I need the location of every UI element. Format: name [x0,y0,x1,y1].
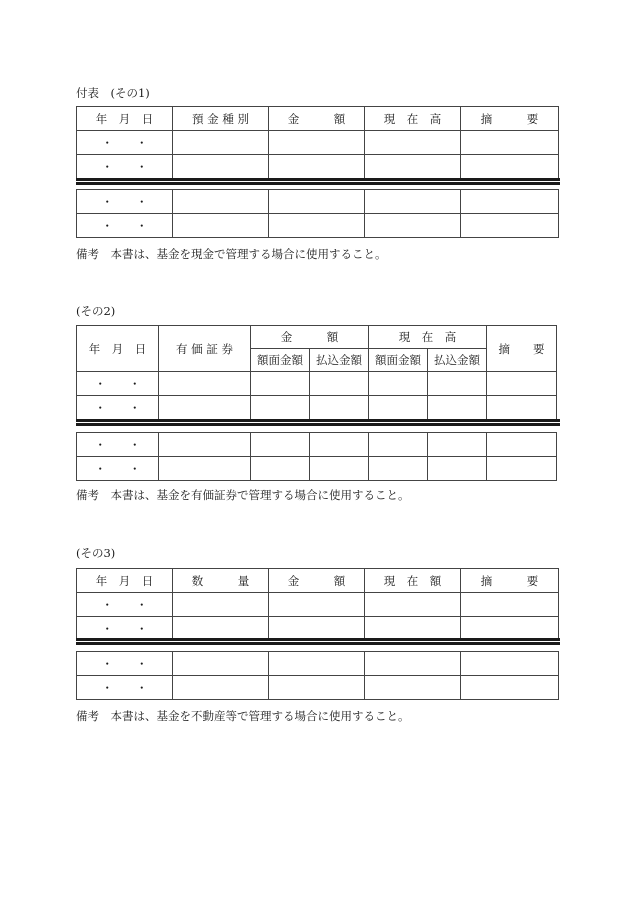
remarks-cell[interactable] [461,676,559,700]
real-estate-ledger-table-top [76,568,559,641]
balance-face-cell[interactable] [369,372,428,396]
header-securities: 有 価 証 券 [159,326,251,372]
balance-paid-cell[interactable] [428,433,487,457]
amount-face-cell[interactable] [251,457,310,481]
remarks-cell[interactable] [487,457,557,481]
amount-face-cell[interactable] [251,396,310,420]
header-amount-face-value: 額面金額 [251,349,310,372]
date-cell[interactable]: ・ ・ [77,190,173,214]
header-amount-paid-in: 払込金額 [310,349,369,372]
current-amount-cell[interactable] [365,617,461,641]
amount-cell[interactable] [269,155,365,179]
header-date: 年 月 日 [77,569,173,593]
date-cell[interactable]: ・ ・ [77,131,173,155]
quantity-cell[interactable] [173,676,269,700]
header-balance: 現 在 高 [369,326,487,349]
securities-cell[interactable] [159,396,251,420]
amount-paid-cell[interactable] [310,457,369,481]
remarks-cell[interactable] [461,593,559,617]
securities-cell[interactable] [159,433,251,457]
table3-caption: (その3) [76,546,116,560]
remarks-cell[interactable] [461,155,559,179]
date-cell[interactable]: ・ ・ [77,593,173,617]
table2-caption: (その2) [76,304,116,318]
remarks-cell[interactable] [487,396,557,420]
date-cell[interactable]: ・ ・ [77,155,173,179]
current-amount-cell[interactable] [365,652,461,676]
quantity-cell[interactable] [173,593,269,617]
amount-paid-cell[interactable] [310,372,369,396]
deposit-type-cell[interactable] [173,214,269,238]
deposit-type-cell[interactable] [173,190,269,214]
omission-break-line [76,419,560,426]
amount-paid-cell[interactable] [310,396,369,420]
amount-face-cell[interactable] [251,433,310,457]
date-cell[interactable]: ・ ・ [77,676,173,700]
quantity-cell[interactable] [173,652,269,676]
date-cell[interactable]: ・ ・ [77,214,173,238]
table1-caption: 付表 (その1) [76,86,150,100]
date-cell[interactable]: ・ ・ [77,652,173,676]
header-amount: 金 額 [269,107,365,131]
deposit-type-cell[interactable] [173,155,269,179]
remarks-cell[interactable] [487,372,557,396]
remarks-cell[interactable] [461,190,559,214]
amount-paid-cell[interactable] [310,433,369,457]
header-balance-paid-in: 払込金額 [428,349,487,372]
balance-cell[interactable] [365,131,461,155]
deposit-type-cell[interactable] [173,131,269,155]
securities-cell[interactable] [159,457,251,481]
amount-face-cell[interactable] [251,372,310,396]
current-amount-cell[interactable] [365,676,461,700]
amount-cell[interactable] [269,131,365,155]
balance-face-cell[interactable] [369,396,428,420]
header-amount: 金 額 [251,326,369,349]
header-remarks: 摘 要 [461,569,559,593]
remarks-cell[interactable] [487,433,557,457]
remarks-cell[interactable] [461,131,559,155]
balance-face-cell[interactable] [369,433,428,457]
header-current-amount: 現 在 額 [365,569,461,593]
balance-paid-cell[interactable] [428,372,487,396]
table1-note: 備考 本書は、基金を現金で管理する場合に使用すること。 [76,247,387,261]
table3-note: 備考 本書は、基金を不動産等で管理する場合に使用すること。 [76,709,410,723]
amount-cell[interactable] [269,676,365,700]
table2-note: 備考 本書は、基金を有価証券で管理する場合に使用すること。 [76,488,410,502]
securities-ledger-table-bottom [76,432,557,481]
current-amount-cell[interactable] [365,593,461,617]
balance-cell[interactable] [365,214,461,238]
real-estate-ledger-table-bottom [76,651,559,700]
cash-ledger-table-bottom [76,189,559,238]
header-date: 年 月 日 [77,326,159,372]
balance-paid-cell[interactable] [428,396,487,420]
date-cell[interactable]: ・ ・ [77,617,173,641]
date-cell[interactable]: ・ ・ [77,433,159,457]
header-amount: 金 額 [269,569,365,593]
omission-break-line [76,178,560,185]
amount-cell[interactable] [269,214,365,238]
balance-face-cell[interactable] [369,457,428,481]
balance-cell[interactable] [365,190,461,214]
cash-ledger-table-top [76,106,559,179]
amount-cell[interactable] [269,617,365,641]
date-cell[interactable]: ・ ・ [77,396,159,420]
date-cell[interactable]: ・ ・ [77,372,159,396]
remarks-cell[interactable] [461,617,559,641]
omission-break-line [76,638,560,645]
header-date: 年 月 日 [77,107,173,131]
header-balance-face-value: 額面金額 [369,349,428,372]
remarks-cell[interactable] [461,652,559,676]
securities-cell[interactable] [159,372,251,396]
amount-cell[interactable] [269,593,365,617]
header-balance: 現 在 高 [365,107,461,131]
remarks-cell[interactable] [461,214,559,238]
securities-ledger-table-top [76,325,557,420]
header-remarks: 摘 要 [487,326,557,372]
header-quantity: 数 量 [173,569,269,593]
header-deposit-type: 預 金 種 別 [173,107,269,131]
quantity-cell[interactable] [173,617,269,641]
amount-cell[interactable] [269,190,365,214]
header-remarks: 摘 要 [461,107,559,131]
amount-cell[interactable] [269,652,365,676]
balance-paid-cell[interactable] [428,457,487,481]
balance-cell[interactable] [365,155,461,179]
date-cell[interactable]: ・ ・ [77,457,159,481]
